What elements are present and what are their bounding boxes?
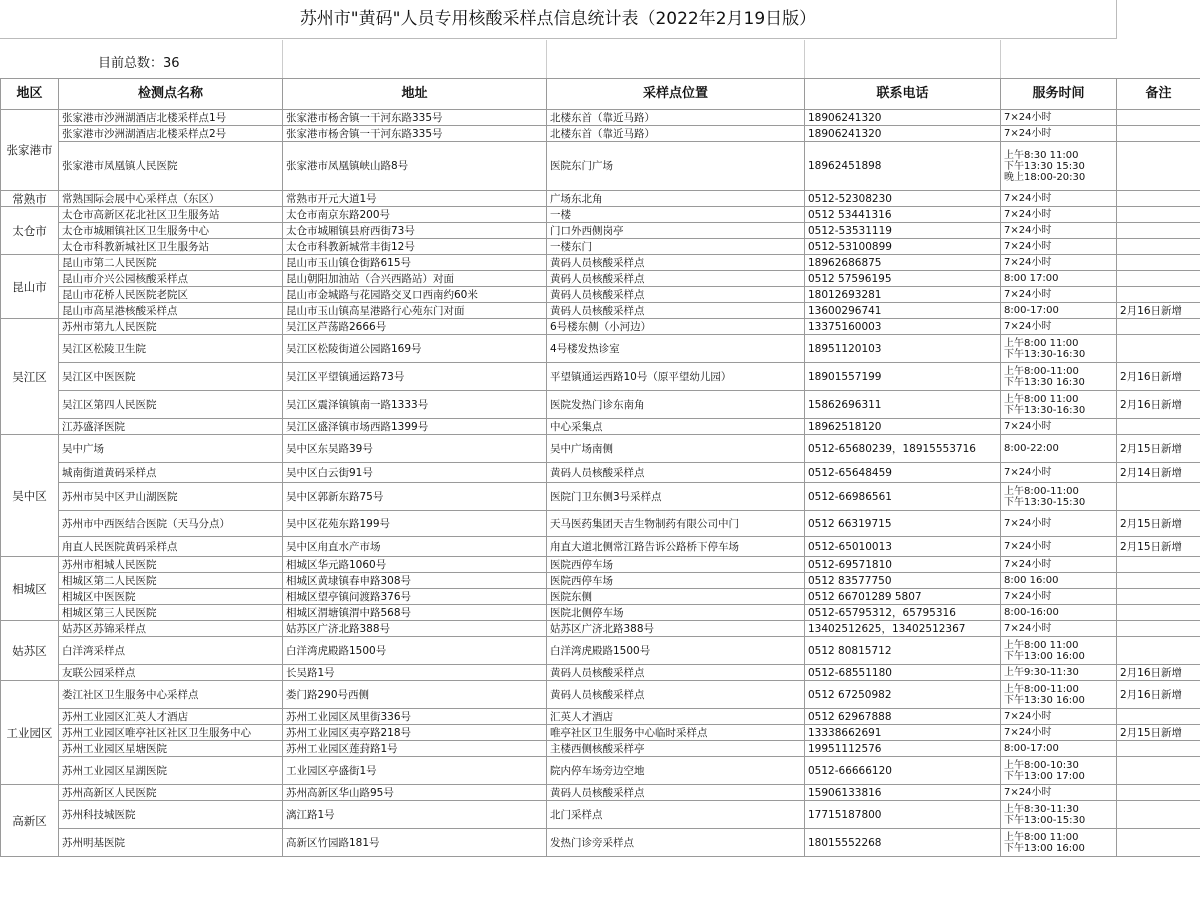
cell-service-time[interactable]: 上午8:00-10:30 下午13:00 17:00 <box>1001 757 1117 785</box>
cell-service-time[interactable]: 7×24小时 <box>1001 287 1117 303</box>
cell-address[interactable]: 苏州工业园区夷亭路218号 <box>283 725 547 741</box>
cell-site-name[interactable]: 苏州市中西医结合医院（天马分点） <box>59 511 283 537</box>
cell-sampling-location[interactable]: 中心采集点 <box>547 419 805 435</box>
cell-note[interactable]: 2月16日新增 <box>1117 665 1200 681</box>
cell-site-name[interactable]: 苏州工业园区唯亭社区社区卫生服务中心 <box>59 725 283 741</box>
cell-sampling-location[interactable]: 黄码人员核酸采样点 <box>547 271 805 287</box>
table-row <box>1 605 1200 621</box>
table-row <box>1 537 1200 557</box>
cell-address[interactable]: 吴中区白云街91号 <box>283 463 547 483</box>
cell-service-time[interactable]: 7×24小时 <box>1001 621 1117 637</box>
cell-sampling-location[interactable]: 院内停车场旁边空地 <box>547 757 805 785</box>
cell-address[interactable]: 相城区华元路1060号 <box>283 557 547 573</box>
cell-note[interactable]: 2月15日新增 <box>1117 537 1200 557</box>
cell-note[interactable] <box>1117 829 1200 857</box>
table-row <box>1 483 1200 511</box>
cell-phone[interactable]: 0512-68551180 <box>805 665 1001 681</box>
cell-service-time[interactable]: 8:00 17:00 <box>1001 271 1117 287</box>
cell-phone[interactable]: 0512 67250982 <box>805 681 1001 709</box>
cell-service-time[interactable]: 上午8:00-11:00 下午13:30 16:00 <box>1001 681 1117 709</box>
cell-site-name[interactable]: 吴江区松陵卫生院 <box>59 335 283 363</box>
cell-service-time[interactable]: 上午8:00 11:00 下午13:30-16:30 <box>1001 335 1117 363</box>
cell-region[interactable]: 吴中区 <box>1 435 59 557</box>
table-row <box>1 287 1200 303</box>
cell-site-name[interactable]: 吴江区第四人民医院 <box>59 391 283 419</box>
cell-sampling-location[interactable]: 门口外西侧岗亭 <box>547 223 805 239</box>
grid-line <box>804 40 805 78</box>
cell-address[interactable]: 吴江区震泽镇镇南一路1333号 <box>283 391 547 419</box>
cell-region[interactable]: 相城区 <box>1 557 59 621</box>
cell-region[interactable]: 太仓市 <box>1 207 59 255</box>
cell-phone[interactable]: 17715187800 <box>805 801 1001 829</box>
cell-note[interactable] <box>1117 741 1200 757</box>
cell-phone[interactable]: 18962518120 <box>805 419 1001 435</box>
cell-sampling-location[interactable]: 白洋湾虎殿路1500号 <box>547 637 805 665</box>
table-row <box>1 757 1200 785</box>
cell-region[interactable]: 张家港市 <box>1 110 59 191</box>
cell-sampling-location[interactable]: 平望镇通运西路10号（原平望幼儿园） <box>547 363 805 391</box>
cell-address[interactable]: 吴江区芦荡路2666号 <box>283 319 547 335</box>
cell-service-time[interactable]: 8:00-17:00 <box>1001 741 1117 757</box>
cell-site-name[interactable]: 昆山市花桥人民医院老院区 <box>59 287 283 303</box>
cell-region[interactable]: 吴江区 <box>1 319 59 435</box>
cell-phone[interactable]: 0512-66986561 <box>805 483 1001 511</box>
cell-note[interactable] <box>1117 110 1200 126</box>
cell-service-time[interactable]: 7×24小时 <box>1001 463 1117 483</box>
cell-sampling-location[interactable]: 甪直大道北侧常江路告诉公路桥下停车场 <box>547 537 805 557</box>
table-row <box>1 511 1200 537</box>
cell-sampling-location[interactable]: 医院门卫东侧3号采样点 <box>547 483 805 511</box>
cell-address[interactable]: 吴中区东吴路39号 <box>283 435 547 463</box>
cell-site-name[interactable]: 苏州工业园区星塘医院 <box>59 741 283 757</box>
cell-address[interactable]: 相城区黄埭镇春申路308号 <box>283 573 547 589</box>
cell-service-time[interactable]: 7×24小时 <box>1001 537 1117 557</box>
cell-phone[interactable]: 0512-53100899 <box>805 239 1001 255</box>
cell-service-time[interactable]: 7×24小时 <box>1001 191 1117 207</box>
table-row <box>1 223 1200 239</box>
cell-phone[interactable]: 0512-66666120 <box>805 757 1001 785</box>
cell-service-time[interactable]: 7×24小时 <box>1001 207 1117 223</box>
header-sampling-location[interactable]: 采样点位置 <box>547 79 805 110</box>
cell-service-time[interactable]: 7×24小时 <box>1001 239 1117 255</box>
cell-sampling-location[interactable]: 一楼 <box>547 207 805 223</box>
cell-address[interactable]: 吴中区甪直水产市场 <box>283 537 547 557</box>
cell-service-time[interactable]: 上午8:30-11:30 下午13:00-15:30 <box>1001 801 1117 829</box>
cell-address[interactable]: 长吴路1号 <box>283 665 547 681</box>
table-row <box>1 785 1200 801</box>
table-row <box>1 319 1200 335</box>
cell-sampling-location[interactable]: 北门采样点 <box>547 801 805 829</box>
cell-service-time[interactable]: 7×24小时 <box>1001 557 1117 573</box>
cell-service-time[interactable]: 7×24小时 <box>1001 110 1117 126</box>
cell-phone[interactable]: 0512-52308230 <box>805 191 1001 207</box>
cell-note[interactable] <box>1117 142 1200 191</box>
cell-sampling-location[interactable]: 医院东侧 <box>547 589 805 605</box>
cell-note[interactable] <box>1117 589 1200 605</box>
cell-sampling-location[interactable]: 汇英人才酒店 <box>547 709 805 725</box>
cell-service-time[interactable]: 8:00-16:00 <box>1001 605 1117 621</box>
cell-address[interactable]: 相城区渭塘镇渭中路568号 <box>283 605 547 621</box>
cell-address[interactable]: 苏州工业园区凤里街336号 <box>283 709 547 725</box>
cell-note[interactable] <box>1117 239 1200 255</box>
cell-site-name[interactable]: 甪直人民医院黄码采样点 <box>59 537 283 557</box>
table-row <box>1 363 1200 391</box>
cell-site-name[interactable]: 吴江区中医医院 <box>59 363 283 391</box>
cell-sampling-location[interactable]: 天马医药集团天吉生物制药有限公司中门 <box>547 511 805 537</box>
cell-sampling-location[interactable]: 黄码人员核酸采样点 <box>547 785 805 801</box>
table-row <box>1 435 1200 463</box>
total-row <box>0 40 1116 78</box>
cell-sampling-location[interactable]: 6号楼东侧（小河边） <box>547 319 805 335</box>
cell-site-name[interactable]: 太仓市科教新城社区卫生服务站 <box>59 239 283 255</box>
cell-site-name[interactable]: 太仓市高新区花北社区卫生服务站 <box>59 207 283 223</box>
cell-sampling-location[interactable]: 姑苏区广济北路388号 <box>547 621 805 637</box>
cell-note[interactable]: 2月16日新增 <box>1117 681 1200 709</box>
cell-address[interactable]: 吴中区花苑东路199号 <box>283 511 547 537</box>
cell-service-time[interactable]: 7×24小时 <box>1001 319 1117 335</box>
cell-phone[interactable]: 13600296741 <box>805 303 1001 319</box>
cell-address[interactable]: 高新区竹园路181号 <box>283 829 547 857</box>
cell-site-name[interactable]: 昆山市高星港核酸采样点 <box>59 303 283 319</box>
cell-sampling-location[interactable]: 黄码人员核酸采样点 <box>547 463 805 483</box>
cell-region[interactable]: 昆山市 <box>1 255 59 319</box>
cell-service-time[interactable]: 上午8:30 11:00 下午13:30 15:30 晚上18:00-20:30 <box>1001 142 1117 191</box>
cell-phone[interactable]: 0512 66701289 5807 <box>805 589 1001 605</box>
cell-note[interactable]: 2月16日新增 <box>1117 303 1200 319</box>
cell-sampling-location[interactable]: 黄码人员核酸采样点 <box>547 681 805 709</box>
table-row <box>1 335 1200 363</box>
cell-sampling-location[interactable]: 4号楼发热诊室 <box>547 335 805 363</box>
cell-note[interactable] <box>1117 255 1200 271</box>
cell-phone[interactable]: 18906241320 <box>805 110 1001 126</box>
cell-phone[interactable]: 0512-65795312，65795316 <box>805 605 1001 621</box>
cell-phone[interactable]: 0512-65680239，18915553716 <box>805 435 1001 463</box>
cell-service-time[interactable]: 8:00-22:00 <box>1001 435 1117 463</box>
cell-site-name[interactable]: 相城区中医医院 <box>59 589 283 605</box>
table-row <box>1 110 1200 126</box>
cell-service-time[interactable]: 7×24小时 <box>1001 126 1117 142</box>
sheet-title: 苏州市"黄码"人员专用核酸采样点信息统计表（2022年2月19日版） <box>0 0 1117 39</box>
cell-service-time[interactable]: 上午8:00 11:00 下午13:00 16:00 <box>1001 637 1117 665</box>
table-row <box>1 665 1200 681</box>
cell-service-time[interactable]: 上午8:00 11:00 下午13:30-16:30 <box>1001 391 1117 419</box>
table-row <box>1 557 1200 573</box>
grid-line <box>1000 40 1001 78</box>
cell-sampling-location[interactable]: 黄码人员核酸采样点 <box>547 303 805 319</box>
table-row <box>1 391 1200 419</box>
cell-phone[interactable]: 18962451898 <box>805 142 1001 191</box>
table-row <box>1 573 1200 589</box>
cell-site-name[interactable]: 苏州高新区人民医院 <box>59 785 283 801</box>
cell-site-name[interactable]: 姑苏区苏锦采样点 <box>59 621 283 637</box>
table-row <box>1 303 1200 319</box>
cell-phone[interactable]: 0512 66319715 <box>805 511 1001 537</box>
table-row <box>1 142 1200 191</box>
cell-note[interactable]: 2月16日新增 <box>1117 363 1200 391</box>
cell-site-name[interactable]: 苏州市第九人民医院 <box>59 319 283 335</box>
table-row <box>1 621 1200 637</box>
header-site-name[interactable]: 检测点名称 <box>59 79 283 110</box>
cell-phone[interactable]: 0512 57596195 <box>805 271 1001 287</box>
cell-site-name[interactable]: 张家港市凤凰镇人民医院 <box>59 142 283 191</box>
cell-service-time[interactable]: 7×24小时 <box>1001 511 1117 537</box>
cell-address[interactable]: 昆山朝阳加油站（合兴西路站）对面 <box>283 271 547 287</box>
cell-address[interactable]: 娄门路290号西侧 <box>283 681 547 709</box>
cell-site-name[interactable]: 张家港市沙洲湖酒店北楼采样点2号 <box>59 126 283 142</box>
cell-address[interactable]: 吴江区松陵街道公园路169号 <box>283 335 547 363</box>
cell-service-time[interactable]: 7×24小时 <box>1001 419 1117 435</box>
cell-note[interactable] <box>1117 191 1200 207</box>
cell-site-name[interactable]: 苏州市相城人民医院 <box>59 557 283 573</box>
cell-phone[interactable]: 0512-65010013 <box>805 537 1001 557</box>
cell-address[interactable]: 吴江区盛泽镇市场西路1399号 <box>283 419 547 435</box>
table-row <box>1 637 1200 665</box>
header-notes[interactable]: 备注 <box>1117 79 1200 110</box>
cell-note[interactable] <box>1117 271 1200 287</box>
cell-service-time[interactable]: 7×24小时 <box>1001 255 1117 271</box>
cell-sampling-location[interactable]: 北楼东首（靠近马路） <box>547 110 805 126</box>
cell-sampling-location[interactable]: 发热门诊旁采样点 <box>547 829 805 857</box>
cell-address[interactable]: 昆山市玉山镇仓街路615号 <box>283 255 547 271</box>
cell-address[interactable]: 白洋湾虎殿路1500号 <box>283 637 547 665</box>
cell-site-name[interactable]: 昆山市第二人民医院 <box>59 255 283 271</box>
cell-phone[interactable]: 0512-65648459 <box>805 463 1001 483</box>
cell-site-name[interactable]: 相城区第三人民医院 <box>59 605 283 621</box>
cell-sampling-location[interactable]: 医院东门广场 <box>547 142 805 191</box>
cell-site-name[interactable]: 友联公园采样点 <box>59 665 283 681</box>
table-row <box>1 207 1200 223</box>
cell-address[interactable]: 漓江路1号 <box>283 801 547 829</box>
cell-site-name[interactable]: 娄江社区卫生服务中心采样点 <box>59 681 283 709</box>
cell-phone[interactable]: 13375160003 <box>805 319 1001 335</box>
cell-note[interactable] <box>1117 223 1200 239</box>
table-row <box>1 126 1200 142</box>
cell-site-name[interactable]: 常熟国际会展中心采样点（东区） <box>59 191 283 207</box>
cell-note[interactable]: 2月15日新增 <box>1117 511 1200 537</box>
cell-site-name[interactable]: 城南街道黄码采样点 <box>59 463 283 483</box>
cell-service-time[interactable]: 7×24小时 <box>1001 709 1117 725</box>
cell-sampling-location[interactable]: 一楼东门 <box>547 239 805 255</box>
table-row <box>1 463 1200 483</box>
cell-site-name[interactable]: 相城区第二人民医院 <box>59 573 283 589</box>
cell-address[interactable]: 张家港市杨舍镇一干河东路335号 <box>283 126 547 142</box>
cell-service-time[interactable]: 上午8:00 11:00 下午13:00 16:00 <box>1001 829 1117 857</box>
cell-site-name[interactable]: 江苏盛泽医院 <box>59 419 283 435</box>
cell-phone[interactable]: 15862696311 <box>805 391 1001 419</box>
cell-service-time[interactable]: 上午9:30-11:30 <box>1001 665 1117 681</box>
cell-service-time[interactable]: 7×24小时 <box>1001 725 1117 741</box>
cell-phone[interactable]: 18906241320 <box>805 126 1001 142</box>
cell-note[interactable] <box>1117 319 1200 335</box>
cell-address[interactable]: 苏州工业园区莲葑路1号 <box>283 741 547 757</box>
cell-region[interactable]: 高新区 <box>1 785 59 857</box>
cell-service-time[interactable]: 上午8:00-11:00 下午13:30-15:30 <box>1001 483 1117 511</box>
cell-sampling-location[interactable]: 唯亭社区卫生服务中心临时采样点 <box>547 725 805 741</box>
cell-phone[interactable]: 13402512625，13402512367 <box>805 621 1001 637</box>
table-body <box>1 110 1200 857</box>
cell-note[interactable] <box>1117 801 1200 829</box>
cell-address[interactable]: 吴江区平望镇通运路73号 <box>283 363 547 391</box>
header-phone[interactable]: 联系电话 <box>805 79 1001 110</box>
cell-address[interactable]: 吴中区郭新东路75号 <box>283 483 547 511</box>
cell-note[interactable]: 2月16日新增 <box>1117 391 1200 419</box>
cell-service-time[interactable]: 7×24小时 <box>1001 589 1117 605</box>
cell-phone[interactable]: 0512-53531119 <box>805 223 1001 239</box>
cell-site-name[interactable]: 苏州明基医院 <box>59 829 283 857</box>
cell-note[interactable] <box>1117 757 1200 785</box>
cell-note[interactable] <box>1117 637 1200 665</box>
cell-phone[interactable]: 13338662691 <box>805 725 1001 741</box>
cell-site-name[interactable]: 白洋湾采样点 <box>59 637 283 665</box>
cell-address[interactable]: 太仓市南京东路200号 <box>283 207 547 223</box>
cell-address[interactable]: 工业园区亭盛街1号 <box>283 757 547 785</box>
table-row <box>1 709 1200 725</box>
cell-address[interactable]: 相城区望亭镇问渡路376号 <box>283 589 547 605</box>
total-count: 目前总数：36 <box>98 56 180 71</box>
table-row <box>1 255 1200 271</box>
cell-service-time[interactable]: 上午8:00-11:00 下午13:30 16:30 <box>1001 363 1117 391</box>
cell-address[interactable]: 昆山市金城路与花园路交叉口西南约60米 <box>283 287 547 303</box>
cell-address[interactable]: 常熟市开元大道1号 <box>283 191 547 207</box>
cell-phone[interactable]: 18012693281 <box>805 287 1001 303</box>
cell-phone[interactable]: 18901557199 <box>805 363 1001 391</box>
cell-address[interactable]: 太仓市科教新城常丰街12号 <box>283 239 547 255</box>
cell-phone[interactable]: 0512 83577750 <box>805 573 1001 589</box>
cell-phone[interactable]: 18015552268 <box>805 829 1001 857</box>
data-table <box>0 78 1200 857</box>
cell-service-time[interactable]: 7×24小时 <box>1001 223 1117 239</box>
cell-site-name[interactable]: 苏州市吴中区尹山湖医院 <box>59 483 283 511</box>
cell-note[interactable] <box>1117 709 1200 725</box>
cell-note[interactable] <box>1117 287 1200 303</box>
cell-region[interactable]: 姑苏区 <box>1 621 59 681</box>
cell-sampling-location[interactable]: 黄码人员核酸采样点 <box>547 665 805 681</box>
cell-sampling-location[interactable]: 黄码人员核酸采样点 <box>547 287 805 303</box>
cell-phone[interactable]: 18962686875 <box>805 255 1001 271</box>
cell-phone[interactable]: 0512 62967888 <box>805 709 1001 725</box>
cell-address[interactable]: 苏州高新区华山路95号 <box>283 785 547 801</box>
cell-phone[interactable]: 15906133816 <box>805 785 1001 801</box>
table-row <box>1 191 1200 207</box>
cell-sampling-location[interactable]: 医院西停车场 <box>547 573 805 589</box>
cell-sampling-location[interactable]: 广场东北角 <box>547 191 805 207</box>
cell-note[interactable] <box>1117 557 1200 573</box>
cell-note[interactable]: 2月15日新增 <box>1117 435 1200 463</box>
cell-region[interactable]: 工业园区 <box>1 681 59 785</box>
table-row <box>1 271 1200 287</box>
cell-phone[interactable]: 0512 80815712 <box>805 637 1001 665</box>
cell-address[interactable]: 姑苏区广济北路388号 <box>283 621 547 637</box>
grid-line <box>282 40 283 78</box>
header-address[interactable]: 地址 <box>283 79 547 110</box>
cell-sampling-location[interactable]: 医院发热门诊东南角 <box>547 391 805 419</box>
table-row <box>1 419 1200 435</box>
cell-service-time[interactable]: 8:00-17:00 <box>1001 303 1117 319</box>
table-row <box>1 829 1200 857</box>
cell-address[interactable]: 太仓市城厢镇县府西街73号 <box>283 223 547 239</box>
cell-site-name[interactable]: 苏州科技城医院 <box>59 801 283 829</box>
table-row <box>1 681 1200 709</box>
cell-address[interactable]: 张家港市杨舍镇一干河东路335号 <box>283 110 547 126</box>
cell-note[interactable] <box>1117 335 1200 363</box>
table-row <box>1 239 1200 255</box>
cell-sampling-location[interactable]: 吴中广场南侧 <box>547 435 805 463</box>
header-region[interactable]: 地区 <box>1 79 59 110</box>
table-row <box>1 725 1200 741</box>
cell-site-name[interactable]: 太仓市城厢镇社区卫生服务中心 <box>59 223 283 239</box>
cell-sampling-location[interactable]: 北楼东首（靠近马路） <box>547 126 805 142</box>
cell-sampling-location[interactable]: 主楼西侧核酸采样亭 <box>547 741 805 757</box>
cell-note[interactable]: 2月15日新增 <box>1117 725 1200 741</box>
cell-note[interactable]: 2月14日新增 <box>1117 463 1200 483</box>
cell-site-name[interactable]: 吴中广场 <box>59 435 283 463</box>
cell-note[interactable] <box>1117 419 1200 435</box>
cell-sampling-location[interactable]: 医院西停车场 <box>547 557 805 573</box>
cell-site-name[interactable]: 苏州工业园区汇英人才酒店 <box>59 709 283 725</box>
cell-site-name[interactable]: 昆山市介兴公园核酸采样点 <box>59 271 283 287</box>
table-row <box>1 741 1200 757</box>
cell-region[interactable]: 常熟市 <box>1 191 59 207</box>
cell-phone[interactable]: 0512-69571810 <box>805 557 1001 573</box>
cell-note[interactable] <box>1117 207 1200 223</box>
table-row <box>1 589 1200 605</box>
cell-service-time[interactable]: 7×24小时 <box>1001 785 1117 801</box>
header-service-time[interactable]: 服务时间 <box>1001 79 1117 110</box>
header-row <box>1 79 1200 110</box>
cell-service-time[interactable]: 8:00 16:00 <box>1001 573 1117 589</box>
cell-address[interactable]: 张家港市凤凰镇峡山路8号 <box>283 142 547 191</box>
cell-address[interactable]: 昆山市玉山镇高星港路行心苑东门对面 <box>283 303 547 319</box>
cell-phone[interactable]: 19951112576 <box>805 741 1001 757</box>
cell-note[interactable] <box>1117 483 1200 511</box>
cell-sampling-location[interactable]: 医院北侧停车场 <box>547 605 805 621</box>
cell-phone[interactable]: 0512 53441316 <box>805 207 1001 223</box>
cell-note[interactable] <box>1117 573 1200 589</box>
cell-note[interactable] <box>1117 126 1200 142</box>
table-row <box>1 801 1200 829</box>
cell-note[interactable] <box>1117 605 1200 621</box>
cell-sampling-location[interactable]: 黄码人员核酸采样点 <box>547 255 805 271</box>
grid-line <box>546 40 547 78</box>
cell-phone[interactable]: 18951120103 <box>805 335 1001 363</box>
cell-site-name[interactable]: 苏州工业园区星湖医院 <box>59 757 283 785</box>
cell-note[interactable] <box>1117 785 1200 801</box>
cell-note[interactable] <box>1117 621 1200 637</box>
cell-site-name[interactable]: 张家港市沙洲湖酒店北楼采样点1号 <box>59 110 283 126</box>
